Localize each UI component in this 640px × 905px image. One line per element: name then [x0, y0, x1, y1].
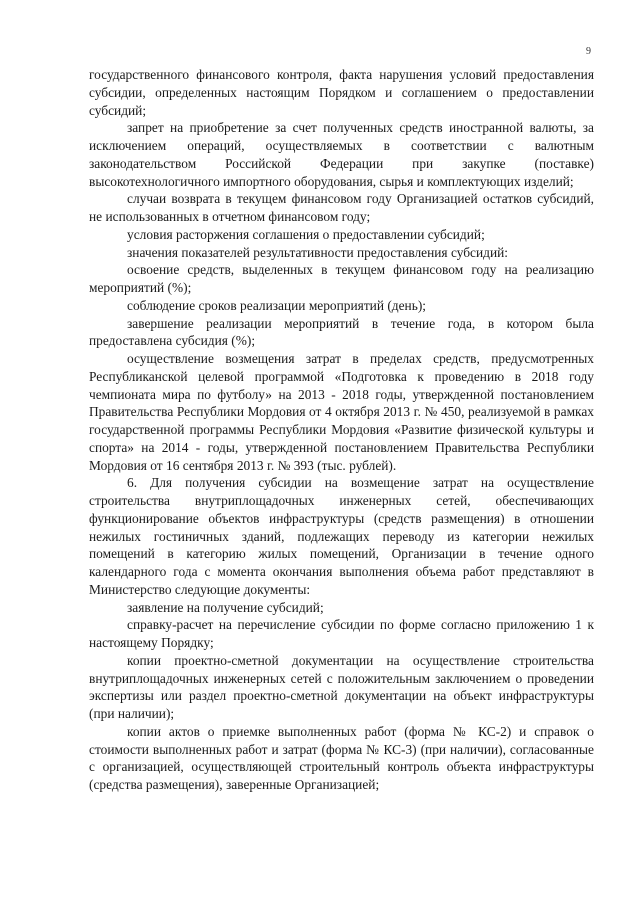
paragraph-indicator-reimbursement: осуществление возмещения затрат в пределах средств, предусмотренных Республиканской целевой программой «Подготовка к проведению в 2018 году чемпионата мира по футболу» на 2013 - 2018 годы, утвержденной постановлением Правительства Республики Мордовия от 4 октября 2013 г. № 450, реализуемой в рамках государственной программы Республики Мордовия «Развитие физической культуры и спорта» на 2014 - годы, утвержденной постановлением Правительства Республики Мордовия от 16 сентября 2013 г. № 393 (тыс. рублей). — [89, 351, 594, 473]
paragraph-continuation: государственного финансового контроля, факта нарушения условий предоставления субсидии, определенных настоящим Порядком и соглашением о предоставлении субсидий; — [89, 67, 594, 118]
paragraph-section-6: 6. Для получения субсидии на возмещение затрат на осуществление строительства внутриплощадочных инженерных сетей, обеспечивающих функционирование объектов инфраструктуры (средств размещения) в отношении нежилых гостиничных зданий, подлежащих переводу из категории нежилых помещений в категорию жилых помещений, Организации в течение одного календарного года с момента окончания выполнения объема работ представляют в Министерство следующие документы: — [89, 475, 594, 597]
document-body — [89, 66, 594, 794]
paragraph-doc-acts: копии актов о приемке выполненных работ (форма № КС-2) и справок о стоимости выполненных работ и затрат (форма № КС-3) (при наличии), согласованные с организацией, осуществляющей строительный контроль объекта инфраструктуры (средства размещения), заверенные Организацией; — [89, 723, 594, 792]
paragraph-indicators-heading: значения показателей результативности предоставления субсидий: — [127, 244, 509, 260]
paragraph-refund-cases: случаи возврата в текущем финансовом году Организацией остатков субсидий, не использованных в отчетном финансовом году; — [89, 191, 594, 224]
page-number: 9 — [586, 46, 591, 57]
paragraph-doc-application: заявление на получение субсидий; — [127, 599, 324, 615]
paragraph-indicator-deadlines: соблюдение сроков реализации мероприятий (день); — [127, 297, 427, 313]
paragraph-indicator-completion: завершение реализации мероприятий в течение года, в котором была предоставлена субсидия (%); — [89, 315, 594, 349]
paragraph-doc-design: копии проектно-сметной документации на осуществление строительства внутриплощадочных инженерных сетей с положительным заключением о проведении экспертизы или раздел проектно-сметной документации на объект инфраструктуры (при наличии); — [89, 652, 594, 721]
paragraph-termination-terms: условия расторжения соглашения о предоставлении субсидий; — [127, 226, 485, 242]
paragraph-indicator-funds: освоение средств, выделенных в текущем финансовом году на реализацию мероприятий (%); — [89, 262, 594, 295]
paragraph-doc-calculation: справку-расчет на перечисление субсидии по форме согласно приложению 1 к настоящему Порядку; — [89, 617, 594, 650]
paragraph-currency-ban: запрет на приобретение за счет полученных средств иностранной валюты, за исключением операций, осуществляемых в соответствии с валютным законодательством Российской Федерации при закупке (поставке) высокотехнологичного импортного оборудования, сырья и комплектующих изделий; — [89, 120, 594, 189]
